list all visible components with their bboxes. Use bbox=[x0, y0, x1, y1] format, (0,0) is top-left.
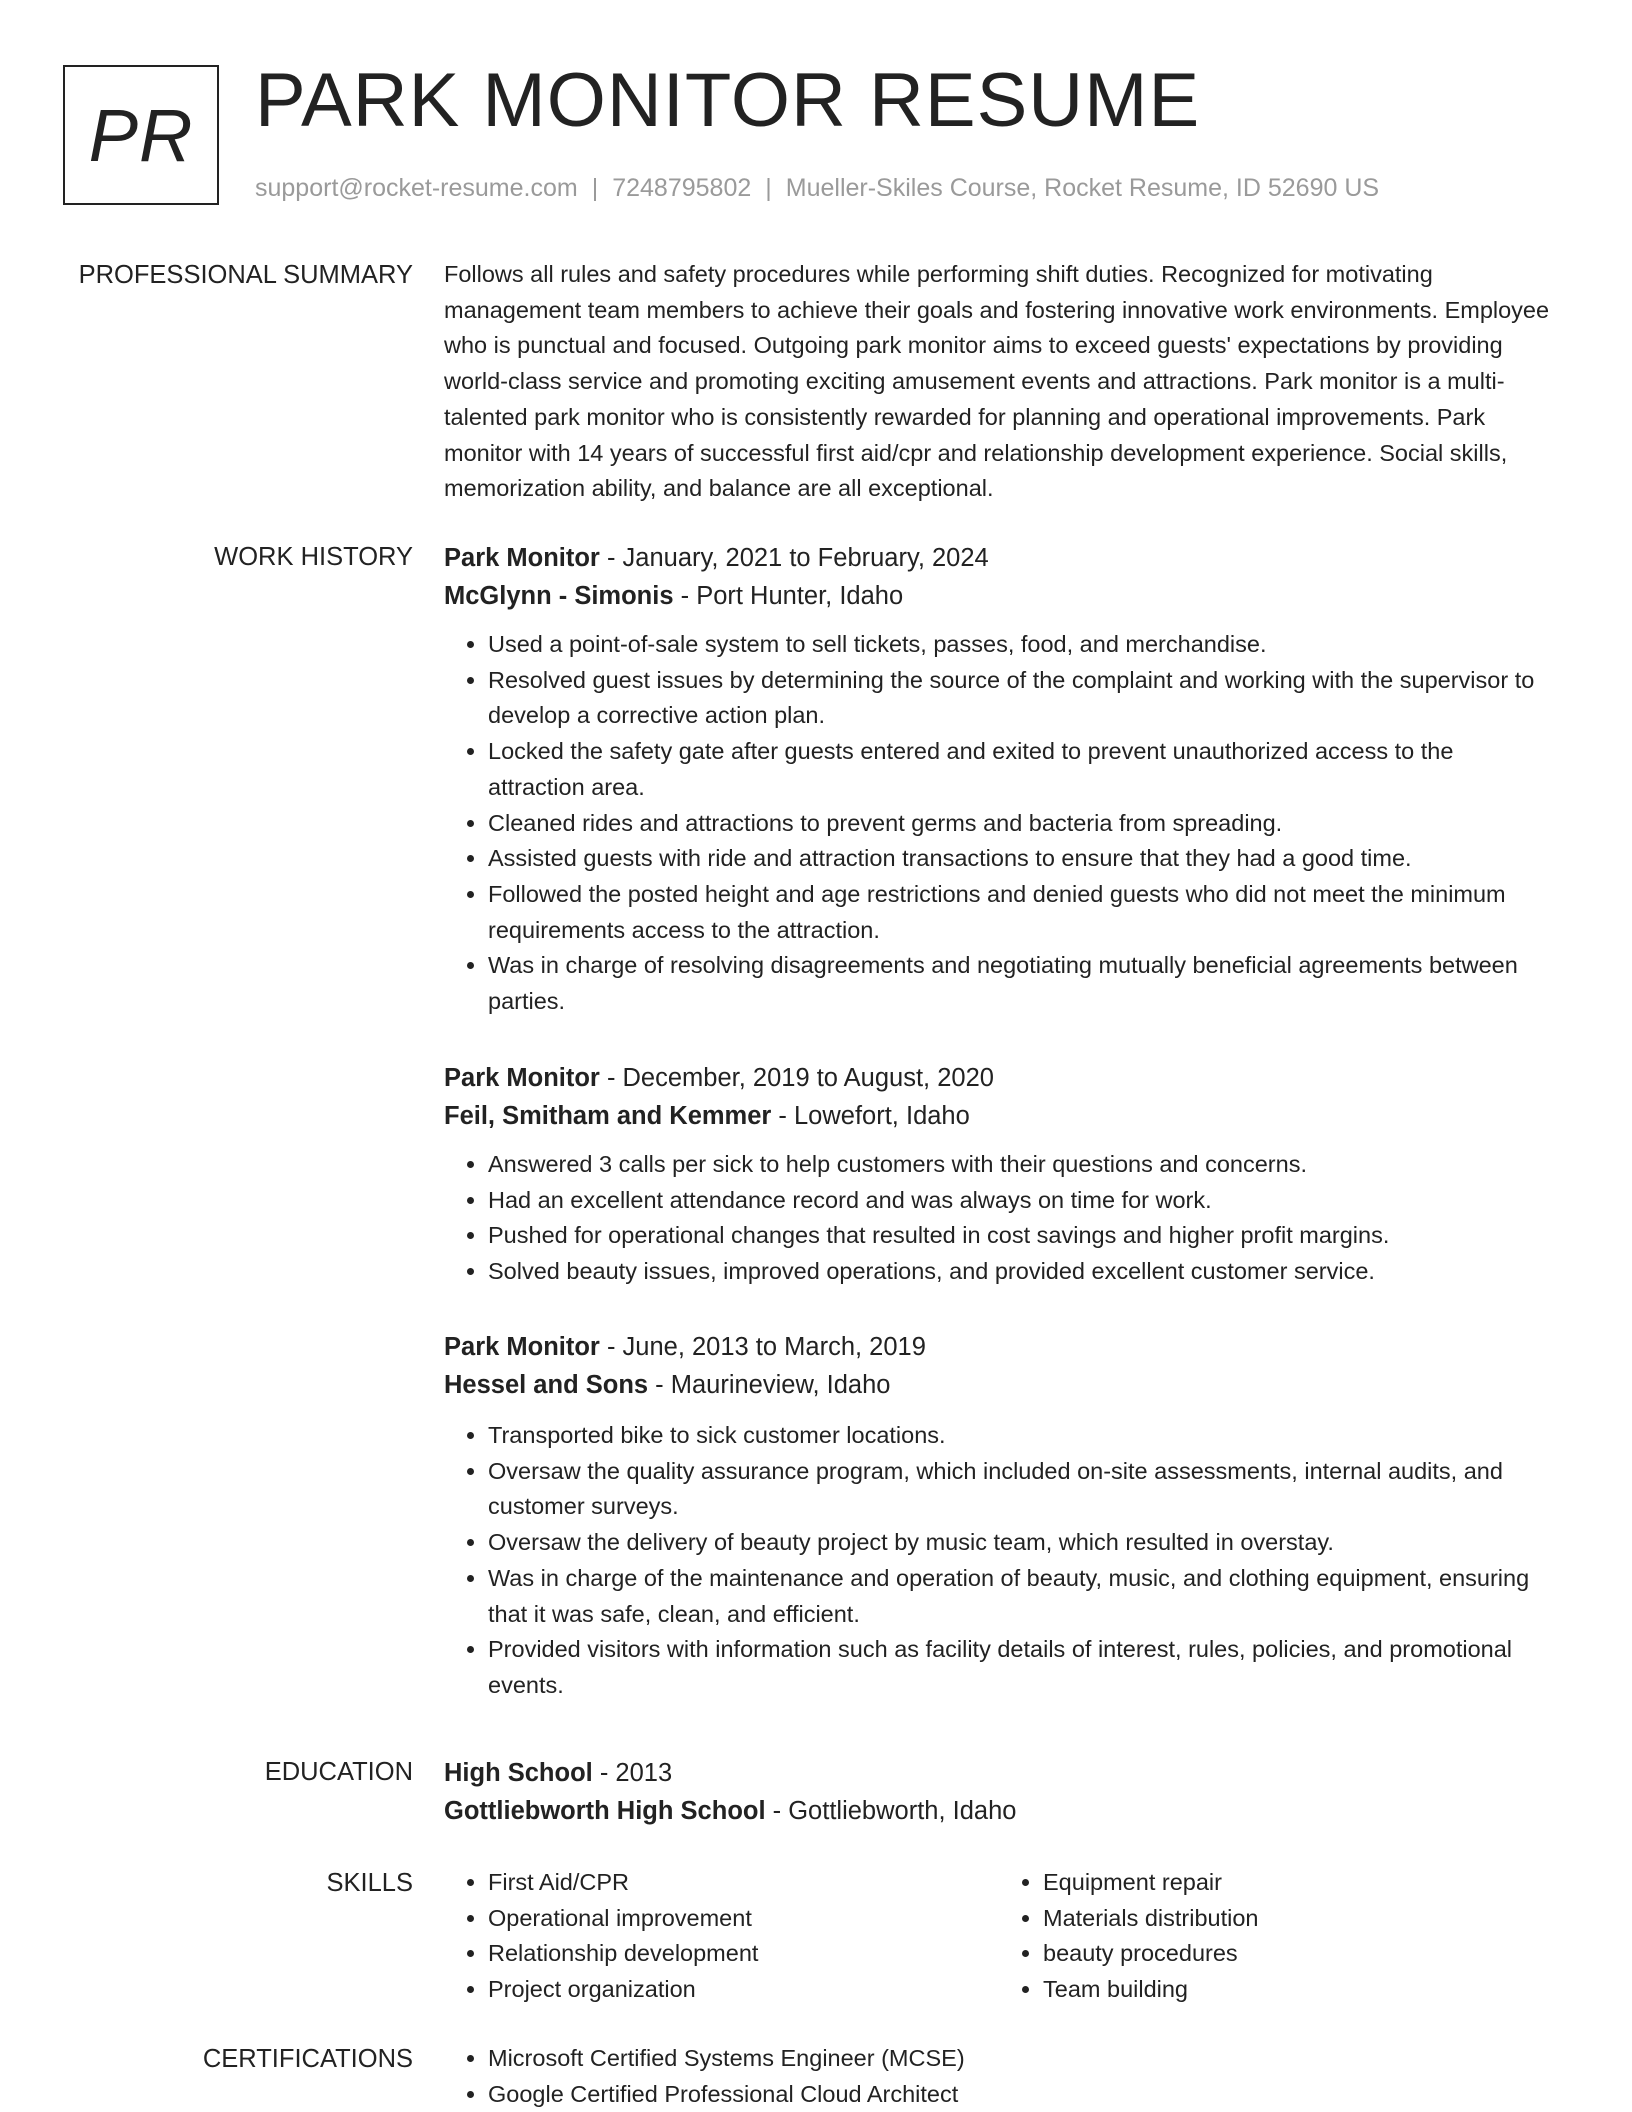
list-item: • Relationship development bbox=[488, 1936, 999, 1972]
list-item: • Answered 3 calls per sick to help customers with their questions and concerns. bbox=[488, 1147, 1554, 1183]
section-label-work: WORK HISTORY bbox=[214, 543, 413, 571]
list-item: • Was in charge of the maintenance and operation of beauty, music, and clothing equipment, ensuring that it was safe, clean, and efficient. bbox=[488, 1561, 1554, 1632]
job-company: McGlynn - Simonis bbox=[444, 582, 674, 610]
job-dates: - December, 2019 to August, 2020 bbox=[599, 1064, 994, 1092]
list-item: • Team building bbox=[1043, 1972, 1554, 2008]
list-item: • Pushed for operational changes that resulted in cost savings and higher profit margins. bbox=[488, 1218, 1554, 1254]
job-company-line bbox=[444, 577, 1554, 615]
job-bullets bbox=[444, 627, 1554, 1020]
job-title-line bbox=[444, 1328, 1554, 1366]
list-item: • Was in charge of resolving disagreements and negotiating mutually beneficial agreements between parties. bbox=[488, 948, 1554, 1019]
separator: | bbox=[591, 174, 599, 202]
list-item: • Provided visitors with information such as facility details of interest, rules, policies, and promotional events. bbox=[488, 1632, 1554, 1703]
job-dates: - June, 2013 to March, 2019 bbox=[599, 1333, 926, 1361]
skills-list-right bbox=[999, 1865, 1554, 2008]
job-company-line bbox=[444, 1097, 1554, 1135]
job-bullets bbox=[444, 1418, 1554, 1704]
job-entry bbox=[444, 1059, 1554, 1290]
list-item: • Had an excellent attendance record and was always on time for work. bbox=[488, 1183, 1554, 1219]
list-item: • beauty procedures bbox=[1043, 1936, 1554, 1972]
job-dates: - January, 2021 to February, 2024 bbox=[599, 544, 989, 572]
job-entry bbox=[444, 539, 1554, 1020]
job-title-line bbox=[444, 539, 1554, 577]
list-item: • Equipment repair bbox=[1043, 1865, 1554, 1901]
job-title-line bbox=[444, 1059, 1554, 1097]
job-company: Hessel and Sons bbox=[444, 1371, 649, 1399]
school: Gottliebworth High School bbox=[444, 1797, 766, 1825]
job-title: Park Monitor bbox=[444, 1064, 600, 1092]
job-company-line bbox=[444, 1366, 1554, 1404]
list-item: • Solved beauty issues, improved operations, and provided excellent customer service. bbox=[488, 1254, 1554, 1290]
skills-list-left bbox=[444, 1865, 999, 2008]
list-item: • Operational improvement bbox=[488, 1901, 999, 1937]
list-item: • Used a point-of-sale system to sell tickets, passes, food, and merchandise. bbox=[488, 627, 1554, 663]
school-location: - Gottliebworth, Idaho bbox=[765, 1797, 1017, 1825]
list-item: • Transported bike to sick customer locations. bbox=[488, 1418, 1554, 1454]
address-text: Mueller-Skiles Course, Rocket Resume, ID 52690 US bbox=[785, 174, 1380, 202]
list-item: • First Aid/CPR bbox=[488, 1865, 999, 1901]
page-title: PARK MONITOR RESUME bbox=[255, 58, 1201, 143]
list-item: • Microsoft Certified Systems Engineer (MCSE) bbox=[488, 2041, 1554, 2077]
list-item: • Oversaw the quality assurance program, which included on-site assessments, internal audits, and customer surveys. bbox=[488, 1454, 1554, 1525]
section-label-skills: SKILLS bbox=[326, 1869, 413, 1897]
monogram-logo: PR bbox=[63, 65, 219, 205]
job-title: Park Monitor bbox=[444, 544, 600, 572]
separator: | bbox=[765, 174, 772, 202]
section-label-education: EDUCATION bbox=[264, 1758, 413, 1786]
list-item: • Cleaned rides and attractions to prevent germs and bacteria from spreading. bbox=[488, 806, 1554, 842]
phone-text: 7248795802 bbox=[612, 174, 752, 202]
list-item: • Locked the safety gate after guests entered and exited to prevent unauthorized access to the attraction area. bbox=[488, 734, 1554, 805]
job-location: - Lowefort, Idaho bbox=[771, 1102, 970, 1130]
skills-grid bbox=[444, 1865, 1554, 2008]
degree: High School bbox=[444, 1759, 593, 1787]
school-line bbox=[444, 1792, 1554, 1830]
list-item: • Oversaw the delivery of beauty project by music team, which resulted in overstay. bbox=[488, 1525, 1554, 1561]
job-title: Park Monitor bbox=[444, 1333, 600, 1361]
job-bullets bbox=[444, 1147, 1554, 1290]
list-item: • Assisted guests with ride and attraction transactions to ensure that they had a good time. bbox=[488, 841, 1554, 877]
contact-line bbox=[255, 174, 1379, 203]
degree-year: - 2013 bbox=[592, 1759, 673, 1787]
job-company: Feil, Smitham and Kemmer bbox=[444, 1102, 772, 1130]
list-item: • Resolved guest issues by determining the source of the complaint and working with the supervisor to develop a corrective action plan. bbox=[488, 663, 1554, 734]
job-entry bbox=[444, 1328, 1554, 1704]
list-item: • Project organization bbox=[488, 1972, 999, 2008]
job-location: - Port Hunter, Idaho bbox=[673, 582, 904, 610]
list-item: • Google Certified Professional Cloud Architect bbox=[488, 2077, 1554, 2112]
degree-line bbox=[444, 1754, 1554, 1792]
certifications-list bbox=[444, 2041, 1554, 2112]
list-item: • Materials distribution bbox=[1043, 1901, 1554, 1937]
section-label-summary: PROFESSIONAL SUMMARY bbox=[78, 261, 413, 289]
job-location: - Maurineview, Idaho bbox=[648, 1371, 891, 1399]
summary-text: Follows all rules and safety procedures while performing shift duties. Recognized for motivating management team members to achieve their goals and fostering innovative work environments. Employee who is punctual and focused. Outgoing park monitor aims to exceed guests' expectations by providing world-class service and promoting exciting amusement events and attractions. Park monitor is a multi-talented park monitor who is consistently rewarded for planning and operational improvements. Park monitor with 14 years of successful first aid/cpr and relationship development experience. Social skills, memorization ability, and balance are all exceptional. bbox=[444, 261, 1550, 502]
email-text: support@rocket-resume.com bbox=[255, 174, 578, 202]
list-item: • Followed the posted height and age restrictions and denied guests who did not meet the minimum requirements access to the attraction. bbox=[488, 877, 1554, 948]
section-label-certifications: CERTIFICATIONS bbox=[202, 2045, 413, 2073]
